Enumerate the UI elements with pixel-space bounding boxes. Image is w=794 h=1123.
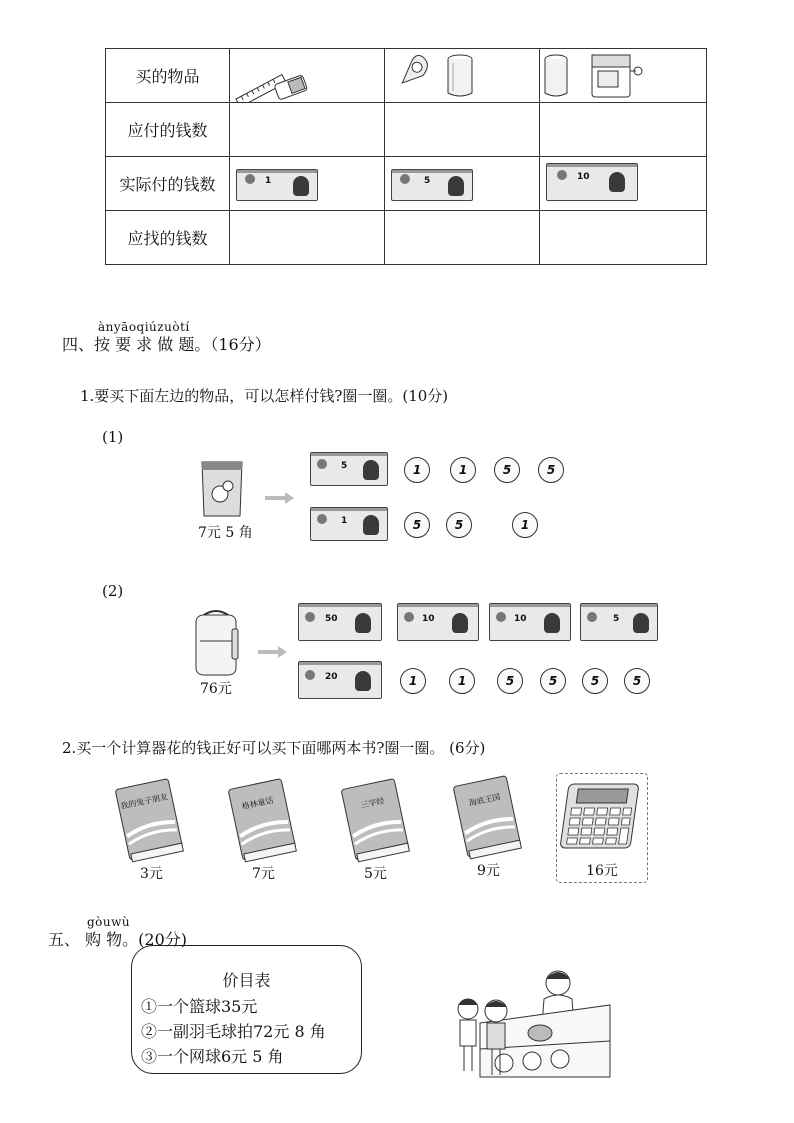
book-price: 7元: [252, 866, 275, 882]
row-header-items: 买的物品: [106, 49, 230, 103]
banknote-20-icon[interactable]: 20: [298, 661, 382, 699]
section4-pinyin: ànyāoqiúzuòtí: [98, 320, 190, 334]
coin-icon[interactable]: 5: [538, 457, 564, 483]
shopping-table: [105, 48, 707, 265]
banknote-5-icon[interactable]: 5: [580, 603, 658, 641]
coin-icon[interactable]: 5: [404, 512, 430, 538]
book-price: 9元: [477, 863, 500, 879]
banknote-10-icon[interactable]: 10: [397, 603, 479, 641]
coin-icon[interactable]: 1: [450, 457, 476, 483]
paid-cell-3: [540, 157, 706, 210]
coin-icon[interactable]: 5: [446, 512, 472, 538]
book-icon[interactable]: [112, 775, 190, 863]
coin-icon[interactable]: 1: [512, 512, 538, 538]
book-title: 格林童话: [241, 795, 275, 812]
coin-icon[interactable]: 5: [494, 457, 520, 483]
calculator-icon: [557, 774, 647, 858]
coin-icon[interactable]: 5: [582, 668, 608, 694]
change-cell-3[interactable]: [540, 211, 707, 265]
coin-icon[interactable]: 1: [404, 457, 430, 483]
q2-text: 2.买一个计算器花的钱正好可以买下面哪两本书?圈一圈。 (6分): [62, 739, 486, 757]
price-list-item: ①一个篮球35元: [141, 997, 258, 1016]
arrow-right-icon: [258, 645, 288, 659]
book-title: 海底王国: [468, 792, 502, 808]
book-icon[interactable]: [225, 775, 303, 863]
calculator-price: 16元: [586, 863, 618, 879]
amount-due-cell-1[interactable]: [230, 103, 385, 157]
price-list-title: 价目表: [222, 971, 271, 990]
banknote-icon: 10: [546, 163, 638, 201]
paid-cell-1: [230, 157, 384, 210]
row-header-amount-paid: 实际付的钱数: [106, 157, 230, 211]
banknote-icon: 5: [391, 169, 473, 201]
section4-title: 四、按 要 求 做 题。（16分）: [62, 335, 271, 354]
amount-due-cell-2[interactable]: [385, 103, 540, 157]
coin-icon[interactable]: 5: [540, 668, 566, 694]
price-list-item: ③一个网球6元 5 角: [141, 1047, 284, 1066]
calculator-box[interactable]: [556, 773, 648, 883]
row-header-amount-due: 应付的钱数: [106, 103, 230, 157]
items-cell-1: [230, 49, 384, 102]
banknote-10-icon[interactable]: 10: [489, 603, 571, 641]
price-list-item: ②一副羽毛球拍72元 8 角: [141, 1022, 326, 1041]
book-title: 三字经: [359, 796, 386, 810]
coin-icon[interactable]: 5: [497, 668, 523, 694]
q1-part1-label: (1): [102, 428, 124, 446]
banknote-5-icon[interactable]: 5: [310, 452, 388, 486]
backpack-icon: [190, 607, 242, 679]
chips-bag-icon: [198, 458, 248, 520]
correction-tape-cup-icon: [385, 49, 539, 102]
coin-icon[interactable]: 5: [624, 668, 650, 694]
paid-cell-2: [385, 157, 539, 210]
amount-due-cell-3[interactable]: [540, 103, 707, 157]
banknote-icon: 1: [236, 169, 318, 201]
banknote-1-icon[interactable]: 1: [310, 507, 388, 541]
book-price: 5元: [364, 866, 387, 882]
book-price: 3元: [140, 866, 163, 882]
banknote-50-icon[interactable]: 50: [298, 603, 382, 641]
change-cell-1[interactable]: [230, 211, 385, 265]
arrow-right-icon: [265, 491, 295, 505]
items-cell-2: [385, 49, 539, 102]
q1-text: 1.要买下面左边的物品，可以怎样付钱?圈一圈。(10分): [80, 387, 449, 405]
book-icon[interactable]: [338, 775, 416, 863]
section5-title: 五、 购 物。(20分): [48, 930, 188, 949]
q1-part1-price: 7元 5 角: [198, 525, 253, 541]
items-cell-3: [540, 49, 706, 102]
ruler-eraser-icon: [230, 49, 380, 102]
book-icon[interactable]: [450, 772, 528, 860]
price-list-box: [131, 945, 362, 1074]
cup-sharpener-icon: [540, 49, 706, 102]
row-header-change: 应找的钱数: [106, 211, 230, 265]
shop-counter-illustration: [440, 965, 620, 1085]
book-title: 我的兔子朋友: [119, 792, 169, 811]
q1-part2-price: 76元: [200, 681, 232, 697]
change-cell-2[interactable]: [385, 211, 540, 265]
section5-pinyin: gòuwù: [87, 915, 131, 929]
coin-icon[interactable]: 1: [400, 668, 426, 694]
q1-part2-label: (2): [102, 582, 124, 600]
coin-icon[interactable]: 1: [449, 668, 475, 694]
